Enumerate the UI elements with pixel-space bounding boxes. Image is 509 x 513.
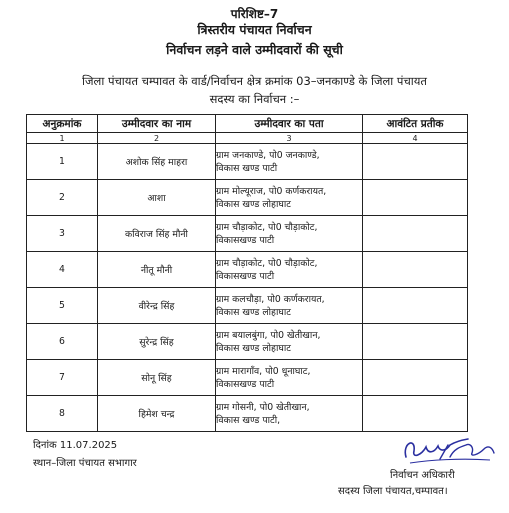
address-line-2: विकास खण्ड लोहाघाट (216, 342, 291, 354)
address-line-1: ग्राम मारागाँव, पो0 धूनाघाट, (216, 365, 311, 377)
date-label: दिनांक 11.07.2025 (33, 440, 118, 451)
address-line-2: विकास खण्ड लोहाघाट (216, 306, 291, 318)
table-row (27, 216, 468, 252)
column-number-row (27, 133, 468, 144)
intro-text-line-2: सदस्य का निर्वाचन :– (209, 92, 300, 106)
table-row (27, 324, 468, 360)
serial-number: 4 (27, 252, 98, 288)
candidate-name: कविराज सिंह मौनी (98, 216, 216, 252)
serial-number: 1 (27, 144, 98, 180)
place-label: स्थान–जिला पंचायत सभागार (33, 458, 137, 469)
candidates-list-title: निर्वाचन लड़ने वाले उम्मीदवारों की सूची (166, 42, 343, 57)
allotted-symbol (363, 324, 468, 360)
column-number: 2 (98, 133, 216, 144)
allotted-symbol (363, 252, 468, 288)
candidate-address (216, 324, 363, 360)
address-line-2: विकासखण्ड पाटी (216, 234, 275, 246)
header-serial-number: अनुक्रमांक (27, 115, 98, 133)
address-line-2: विकास खण्ड पाटी, (216, 414, 281, 426)
candidate-name: सोनू सिंह (98, 360, 216, 396)
allotted-symbol (363, 288, 468, 324)
intro-text-line-1: जिला पंचायत चम्पावत के वार्ड/निर्वाचन क्षेत्र क्रमांक 03–जनकाण्डे के जिला पंचायत (82, 74, 427, 88)
serial-number: 8 (27, 396, 98, 432)
address-line-2: विकास खण्ड लोहाघाट (216, 198, 291, 210)
table-row (27, 288, 468, 324)
candidate-name: सुरेन्द्र सिंह (98, 324, 216, 360)
candidate-name: आशा (98, 180, 216, 216)
table-header-row (27, 115, 468, 133)
table-row (27, 144, 468, 180)
table-row (27, 252, 468, 288)
candidate-address (216, 252, 363, 288)
header-allotted-symbol: आवंटित प्रतीक (363, 115, 468, 133)
column-number: 3 (216, 133, 363, 144)
address-line-1: ग्राम चौड़ाकोट, पो0 चौड़ाकोट, (216, 221, 318, 233)
table-row (27, 180, 468, 216)
candidate-address (216, 144, 363, 180)
candidate-address (216, 216, 363, 252)
address-line-1: ग्राम कलचौड़ा, पो0 कर्णकरायत, (216, 293, 325, 305)
allotted-symbol (363, 144, 468, 180)
header-candidate-name: उम्मीदवार का नाम (98, 115, 216, 133)
address-line-1: ग्राम जनकाण्डे, पो0 जनकाण्डे, (216, 149, 320, 161)
allotted-symbol (363, 360, 468, 396)
candidate-name: अशोक सिंह माहरा (98, 144, 216, 180)
candidate-address (216, 396, 363, 432)
serial-number: 3 (27, 216, 98, 252)
candidate-name: वीरेन्द्र सिंह (98, 288, 216, 324)
serial-number: 6 (27, 324, 98, 360)
serial-number: 2 (27, 180, 98, 216)
election-title: त्रिस्तरीय पंचायत निर्वाचन (197, 22, 312, 37)
address-line-1: ग्राम गोसनी, पो0 खेतीखान, (216, 401, 310, 413)
table-row (27, 360, 468, 396)
address-line-2: विकासखण्ड पाटी (216, 270, 275, 282)
address-line-2: विकासखण्ड पाटी (216, 378, 275, 390)
address-line-1: ग्राम बयालबुंगा, पो0 खेतीखान, (216, 329, 321, 341)
column-number: 4 (363, 133, 468, 144)
candidate-address (216, 360, 363, 396)
candidate-name: नीतू मौनी (98, 252, 216, 288)
appendix-label: परिशिष्ट–7 (230, 7, 279, 21)
address-line-2: विकास खण्ड पाटी (216, 162, 278, 174)
address-line-1: ग्राम मोल्यूराज, पो0 कर्णकरायत, (216, 185, 327, 197)
candidate-address (216, 288, 363, 324)
address-line-1: ग्राम चौड़ाकोट, पो0 चौड़ाकोट, (216, 257, 318, 269)
candidate-address (216, 180, 363, 216)
serial-number: 7 (27, 360, 98, 396)
header-candidate-address: उम्मीदवार का पता (216, 115, 363, 133)
serial-number: 5 (27, 288, 98, 324)
officer-designation: सदस्य जिला पंचायत,चम्पावत। (338, 486, 448, 497)
allotted-symbol (363, 216, 468, 252)
candidate-name: हिमेश चन्द्र (98, 396, 216, 432)
officer-title: निर्वाचन अधिकारी (390, 470, 455, 481)
candidates-table (26, 114, 468, 432)
allotted-symbol (363, 180, 468, 216)
officer-signature (400, 427, 500, 471)
column-number: 1 (27, 133, 98, 144)
